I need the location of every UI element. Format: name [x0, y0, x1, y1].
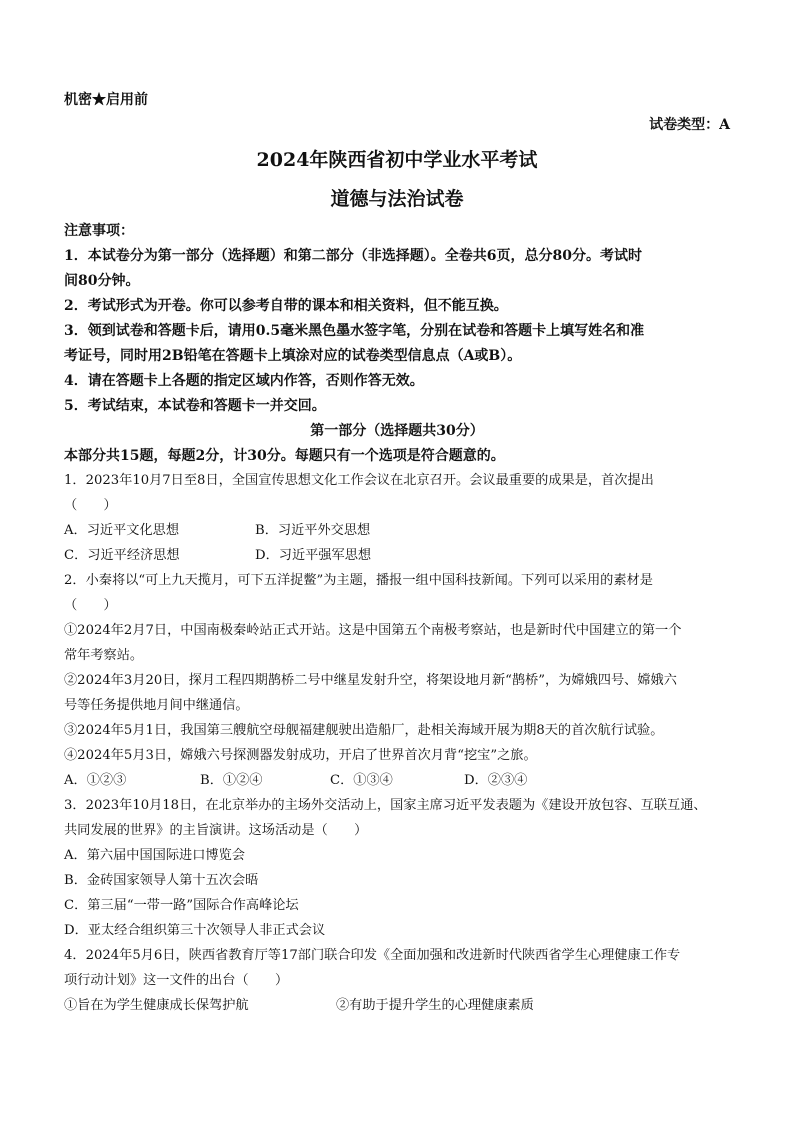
question-3-stem: 3．2023年10月18日，在北京举办的主场外交活动上，国家主席习近平发表题为《建设开放包容、互联互通、	[64, 798, 707, 813]
option-d: D．②③④	[464, 773, 528, 788]
paper-type-label: 试卷类型：A	[649, 117, 730, 133]
option-d: D．习近平强军思想	[255, 548, 372, 563]
question-2-stem: 2．小秦将以“可上九天揽月，可下五洋捉鳖”为主题，播报一组中国科技新闻。下列可以采用的素材是	[64, 573, 653, 588]
material-line: 号等任务提供地月间中继通信。	[64, 698, 249, 713]
note-line: 4．请在答题卡上各题的指定区域内作答，否则作答无效。	[64, 373, 424, 389]
note-line: 2．考试形式为开卷。你可以参考自带的课本和相关资料，但不能互换。	[64, 298, 508, 314]
section-instruction: 本部分共15题，每题2分，计30分。每题只有一个选项是符合题意的。	[64, 448, 505, 464]
question-4-stem: 项行动计划》这一文件的出台（ ）	[64, 973, 289, 988]
option-b: B．①②④	[200, 773, 263, 788]
option-c: C．①③④	[330, 773, 393, 788]
option-b: B．金砖国家领导人第十五次会晤	[64, 873, 259, 888]
question-2-stem-blank: （ ）	[64, 598, 117, 613]
option-a: A．①②③	[64, 773, 127, 788]
option-c: C．第三届“一带一路”国际合作高峰论坛	[64, 898, 299, 913]
note-line: 5．考试结束，本试卷和答题卡一并交回。	[64, 398, 326, 414]
question-3-stem: 共同发展的世界》的主旨演讲。这场活动是（ ）	[64, 823, 368, 838]
option-c: C．习近平经济思想	[64, 548, 180, 563]
notes-heading: 注意事项：	[64, 223, 134, 239]
item-1: ①旨在为学生健康成长保驾护航	[64, 998, 249, 1013]
question-1-stem: 1．2023年10月7日至8日，全国宣传思想文化工作会议在北京召开。会议最重要的成果是，首次提出	[64, 473, 654, 488]
option-a: A．第六届中国国际进口博览会	[64, 848, 245, 863]
confidential-label: 机密★启用前	[64, 92, 148, 108]
exam-title: 2024年陕西省初中学业水平考试	[256, 149, 538, 171]
material-line: ①2024年2月7日，中国南极秦岭站正式开站。这是中国第五个南极考察站，也是新时代中国建立的第一个	[64, 623, 682, 638]
material-line: ②2024年3月20日，探月工程四期鹊桥二号中继星发射升空，将架设地月新“鹊桥”，为嫦娥四号、嫦娥六	[64, 673, 677, 688]
option-b: B．习近平外交思想	[255, 523, 371, 538]
material-line: 常年考察站。	[64, 648, 144, 663]
question-4-stem: 4．2024年5月6日，陕西省教育厅等17部门联合印发《全面加强和改进新时代陕西省学生心理健康工作专	[64, 948, 681, 963]
option-a: A．习近平文化思想	[64, 523, 180, 538]
material-line: ③2024年5月1日，我国第三艘航空母舰福建舰驶出造船厂，赴相关海域开展为期8天的首次航行试验。	[64, 723, 664, 738]
note-line: 3．领到试卷和答题卡后，请用0.5毫米黑色墨水签字笔，分别在试卷和答题卡上填写姓名和准	[64, 323, 645, 339]
note-line: 1．本试卷分为第一部分（选择题）和第二部分（非选择题）。全卷共6页，总分80分。考试时	[64, 248, 642, 264]
note-line: 间80分钟。	[64, 273, 140, 289]
subject-title: 道德与法治试卷	[330, 188, 464, 210]
question-1-stem-blank: （ ）	[64, 498, 117, 513]
material-line: ④2024年5月3日，嫦娥六号探测器发射成功，开启了世界首次月背“挖宝”之旅。	[64, 748, 537, 763]
section-title: 第一部分（选择题共30分）	[310, 423, 484, 439]
note-line: 考证号，同时用2B铅笔在答题卡上填涂对应的试卷类型信息点（A或B）。	[64, 348, 522, 364]
item-2: ②有助于提升学生的心理健康素质	[336, 998, 534, 1013]
option-d: D．亚太经合组织第三十次领导人非正式会议	[64, 923, 326, 938]
